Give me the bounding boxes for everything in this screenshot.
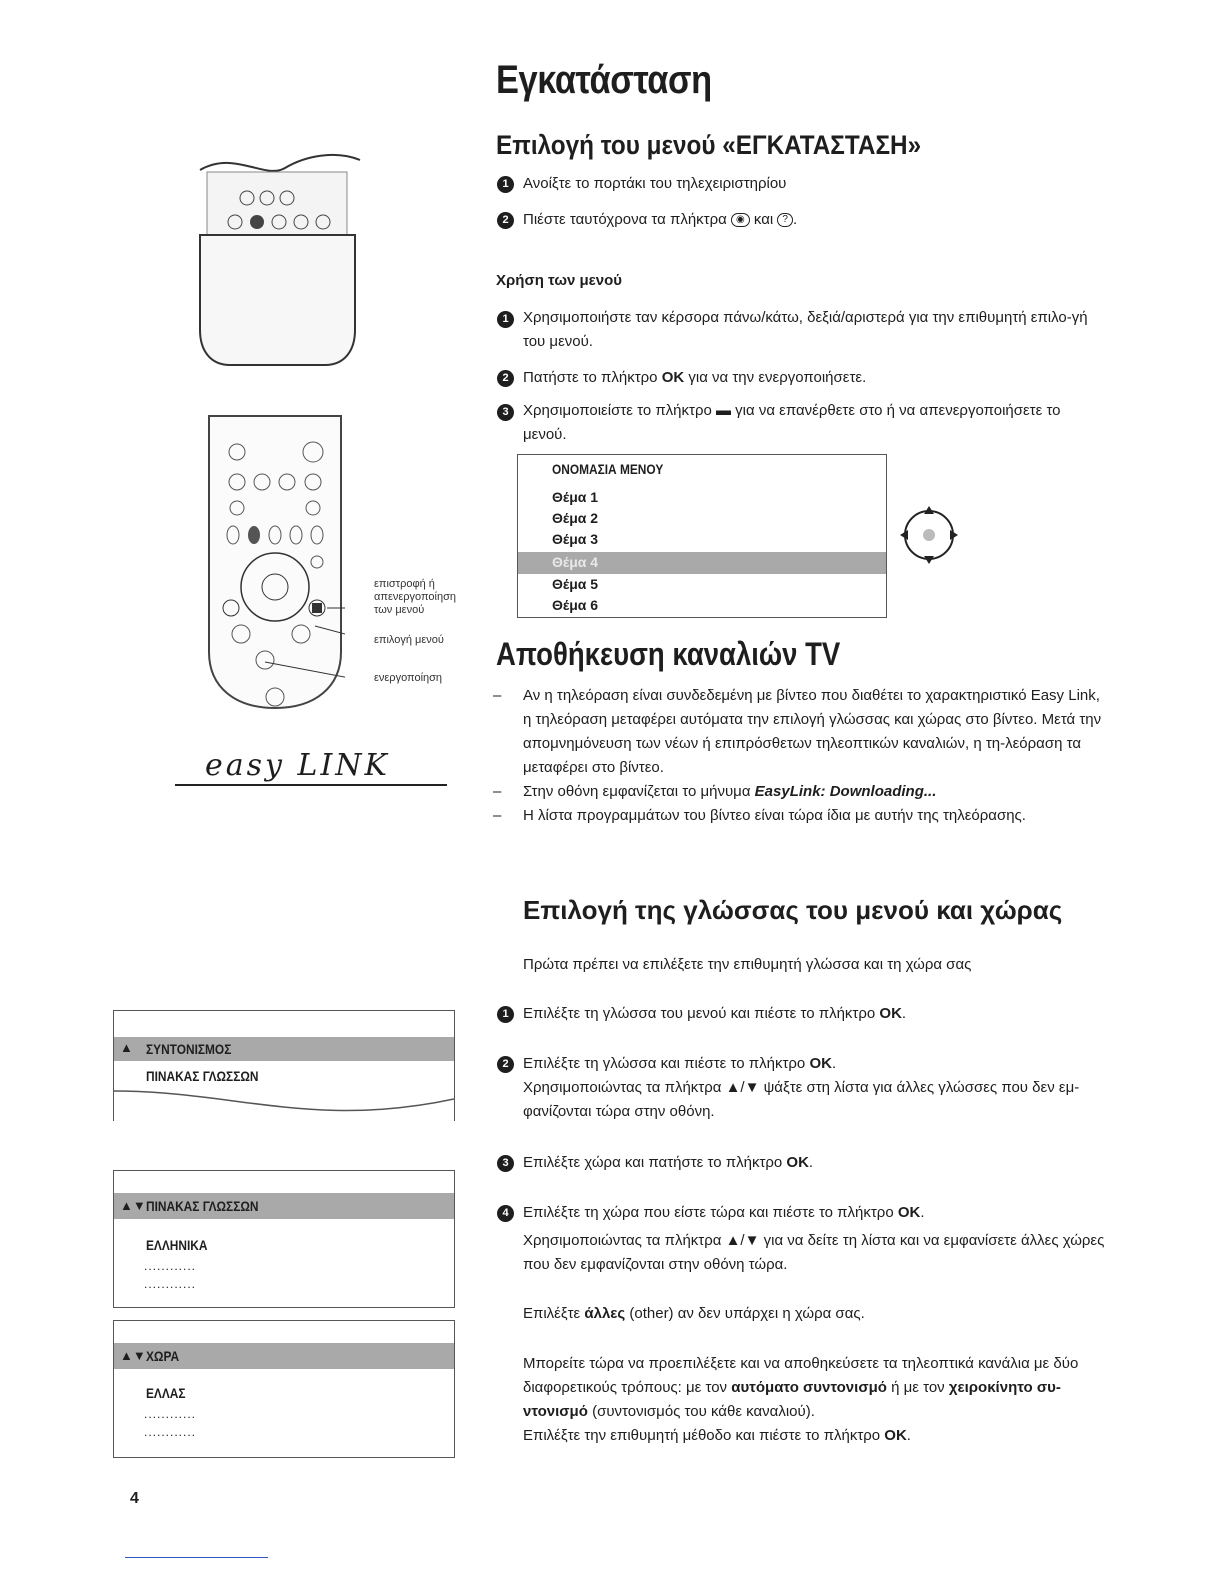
updown-arrow-icon: ▲ <box>120 1040 133 1055</box>
step-number-1: 1 <box>497 1006 514 1023</box>
bullet-dash: – <box>493 807 502 824</box>
other-note-end: (other) αν δεν υπάρχει η χώρα σας. <box>629 1305 865 1322</box>
language-menu-highlight <box>114 1193 454 1219</box>
install-step-2 <box>523 208 797 232</box>
other-note-text: Επιλέξτε <box>523 1305 581 1322</box>
ok-label: OK <box>661 369 685 386</box>
store-methods-text-3: (συντονισμός του κάθε καναλιού). <box>592 1403 815 1420</box>
language-menu-selected: ΠΙΝΑΚΑΣ ΓΛΩΣΣΩΝ <box>146 1198 259 1214</box>
menu-example-item: Θέμα 2 <box>552 510 599 526</box>
usage-step-2-text: Πατήστε το πλήκτρο <box>523 369 658 386</box>
auto-tuning-label: αυτόματο συντονισμό <box>731 1379 887 1396</box>
country-menu-item: ΕΛΛΑΣ <box>146 1385 186 1401</box>
country-menu-dots: ............ <box>144 1407 197 1421</box>
country-menu-dots: ............ <box>144 1425 197 1439</box>
install-step-2-text: Πιέστε ταυτόχρονα τα πλήκτρα <box>523 211 727 228</box>
language-step-3-text: Επιλέξτε χώρα και πατήστε το πλήκτρο <box>523 1154 783 1171</box>
step-number-1: 1 <box>497 176 514 193</box>
menu-example-item-selected: Θέμα 4 <box>552 554 599 570</box>
store-bullet-3: Η λίστα προγραμμάτων του βίντεο είναι τώρα ίδια με αυτήν της τηλεόρασης. <box>523 807 1026 824</box>
ok-label: OK <box>879 1005 902 1022</box>
menu-key-icon: ◉ <box>731 213 750 227</box>
page-number: 4 <box>130 1490 139 1507</box>
usage-step-2-end: για να την ενεργοποιήσετε. <box>688 369 867 386</box>
language-menu-dots: ............ <box>144 1277 197 1291</box>
footnote-rule <box>125 1557 268 1558</box>
country-menu-highlight <box>114 1343 454 1369</box>
remote-flap-illustration <box>195 150 365 380</box>
tuning-menu-box <box>113 1010 455 1121</box>
caption-activate: ενεργοποίηση <box>374 672 443 684</box>
usage-step-2 <box>523 366 866 390</box>
other-bold: άλλες <box>584 1305 626 1322</box>
step-number-3: 3 <box>497 1155 514 1172</box>
step-number-2: 2 <box>497 212 514 229</box>
usage-step-3: Χρησιμοποιείστε το πλήκτρο ▬ για να επανέρθετε στο ή να απενεργοποιήσετε το μενού. <box>523 402 1061 443</box>
menu-example-item: Θέμα 5 <box>552 576 599 592</box>
section-heading-store-channels: Αποθήκευση καναλιών TV <box>496 636 841 672</box>
updown-arrow-icon: ▲▼ <box>120 1198 146 1213</box>
usage-heading: Χρήση των μενού <box>496 272 623 289</box>
period: . <box>808 1154 814 1171</box>
language-step-2-detail: Χρησιμοποιώντας τα πλήκτρα ▲/▼ ψάξτε στη λίστα για άλλες γλώσσες που δεν εμ-φανίζονται τώρα στην οθόνη. <box>523 1079 1080 1120</box>
select-method-text: Επιλέξτε την επιθυμητή μέθοδο και πιέστε το πλήκτρο <box>523 1427 881 1444</box>
install-step-2-and: και <box>753 211 774 228</box>
menu-example-box <box>517 454 887 618</box>
menu-example-item: Θέμα 6 <box>552 597 599 613</box>
install-step-1: Ανοίξτε το πορτάκι του τηλεχειριστηρίου <box>523 175 787 192</box>
country-menu-selected: ΧΩΡΑ <box>146 1348 180 1364</box>
step-number-2: 2 <box>497 370 514 387</box>
language-menu-dots: ............ <box>144 1259 197 1273</box>
bullet-dash: – <box>493 783 502 800</box>
store-methods-text-1: Μπορείτε τώρα να προεπιλέξετε και να αποθηκεύσετε τα τηλεοπτικά κανάλια με δύο διαφορετικούς τρόπους: με τον <box>523 1355 1079 1396</box>
menu-example-item: Θέμα 1 <box>552 489 599 505</box>
store-bullet-2-text: Στην οθόνη εμφανίζεται το μήνυμα <box>523 783 751 800</box>
language-step-2-text: Επιλέξτε τη γλώσσα και πιέστε το πλήκτρο <box>523 1055 806 1072</box>
manual-tuning-label: χειροκίνητο συ-ντονισμό <box>523 1379 1061 1420</box>
tuning-menu-item: ΠΙΝΑΚΑΣ ΓΛΩΣΣΩΝ <box>146 1068 259 1084</box>
menu-example-title: ΟΝΟΜΑΣΙΑ ΜΕΝΟΥ <box>552 461 664 477</box>
period: . <box>906 1427 911 1444</box>
tuning-menu-highlight <box>114 1037 454 1061</box>
period: . <box>920 1204 925 1221</box>
language-step-4-detail: Χρησιμοποιώντας τα πλήκτρα ▲/▼ για να δείτε τη λίστα και να εμφανίσετε άλλες χώρες που δεν εμφανίζονται στην οθόνη τώρα. <box>523 1232 1105 1273</box>
caption-return-menu: επιστροφή ή απενεργοποίηση των μενού <box>374 578 456 616</box>
store-bullet-1: Αν η τηλεόραση είναι συνδεδεμένη με βίντεο που διαθέτει το χαρακτηριστικό Easy Link, η τηλεόραση μεταφέρει αυτόματα την επιλογή γλώσσας και χώρας στο βίντεο. Μετά την απομνημόνευση των νέων ή επιπρόσθετων τηλεοπτικών καναλιών, η τη-λεόραση τα μεταφέρει στο βίντεο. <box>523 687 1102 776</box>
section-heading-install-menu: Επιλογή του μενού «ΕΓΚΑΤΑΣΤΑΣΗ» <box>496 130 922 160</box>
help-key-icon: ? <box>777 213 793 227</box>
updown-arrow-icon: ▲▼ <box>120 1348 146 1363</box>
language-menu-box <box>113 1170 455 1308</box>
caption-select-menu: επιλογή μενού <box>374 634 444 646</box>
cursor-pad-icon <box>898 504 960 566</box>
tuning-menu-selected: ΣΥΝΤΟΝΙΣΜΟΣ <box>146 1041 232 1057</box>
language-step-2 <box>523 1052 836 1076</box>
ok-label: OK <box>809 1055 832 1072</box>
easylink-message: EasyLink: Downloading... <box>754 783 937 800</box>
menu-example-highlight <box>518 552 886 574</box>
store-methods-text-2: ή με τον <box>891 1379 945 1396</box>
step-number-1: 1 <box>497 311 514 328</box>
bullet-dash: – <box>493 687 502 704</box>
language-menu-item: ΕΛΛΗΝΙΚΑ <box>146 1237 208 1253</box>
ok-label: OK <box>897 1204 921 1221</box>
language-step-1 <box>523 1002 906 1026</box>
page-title: Εγκατάσταση <box>496 58 712 102</box>
language-step-1-text: Επιλέξτε τη γλώσσα του μενού και πιέστε το πλήκτρο <box>523 1005 876 1022</box>
install-step-2-end: . <box>792 211 798 228</box>
remote-control-illustration <box>205 412 345 712</box>
period: . <box>831 1055 837 1072</box>
ok-label: OK <box>884 1427 907 1444</box>
easylink-logo-text: easy LINK <box>205 748 390 783</box>
period: . <box>901 1005 907 1022</box>
language-intro: Πρώτα πρέπει να επιλέξετε την επιθυμητή γλώσσα και τη χώρα σας <box>523 956 972 973</box>
torn-edge <box>114 1089 454 1129</box>
step-number-2: 2 <box>497 1056 514 1073</box>
other-country-note <box>523 1302 865 1326</box>
ok-label: OK <box>786 1154 809 1171</box>
store-bullet-2 <box>523 780 936 804</box>
step-number-3: 3 <box>497 404 514 421</box>
section-heading-language-country: Επιλογή της γλώσσας του μενού και χώρας <box>523 895 1063 925</box>
country-menu-box <box>113 1320 455 1458</box>
easylink-logo <box>175 748 447 786</box>
step-number-4: 4 <box>497 1205 514 1222</box>
store-methods-paragraph <box>523 1352 1108 1424</box>
language-step-4 <box>523 1201 925 1225</box>
language-step-4-text: Επιλέξτε τη χώρα που είστε τώρα και πιέστε το πλήκτρο <box>523 1204 894 1221</box>
language-step-3 <box>523 1151 813 1175</box>
usage-step-1: Χρησιμοποιήστε ταν κέρσορα πάνω/κάτω, δεξιά/αριστερά για την επιθυμητή επιλο-γή του μενού. <box>523 309 1088 350</box>
menu-example-item: Θέμα 3 <box>552 531 599 547</box>
select-method-line <box>523 1424 911 1448</box>
